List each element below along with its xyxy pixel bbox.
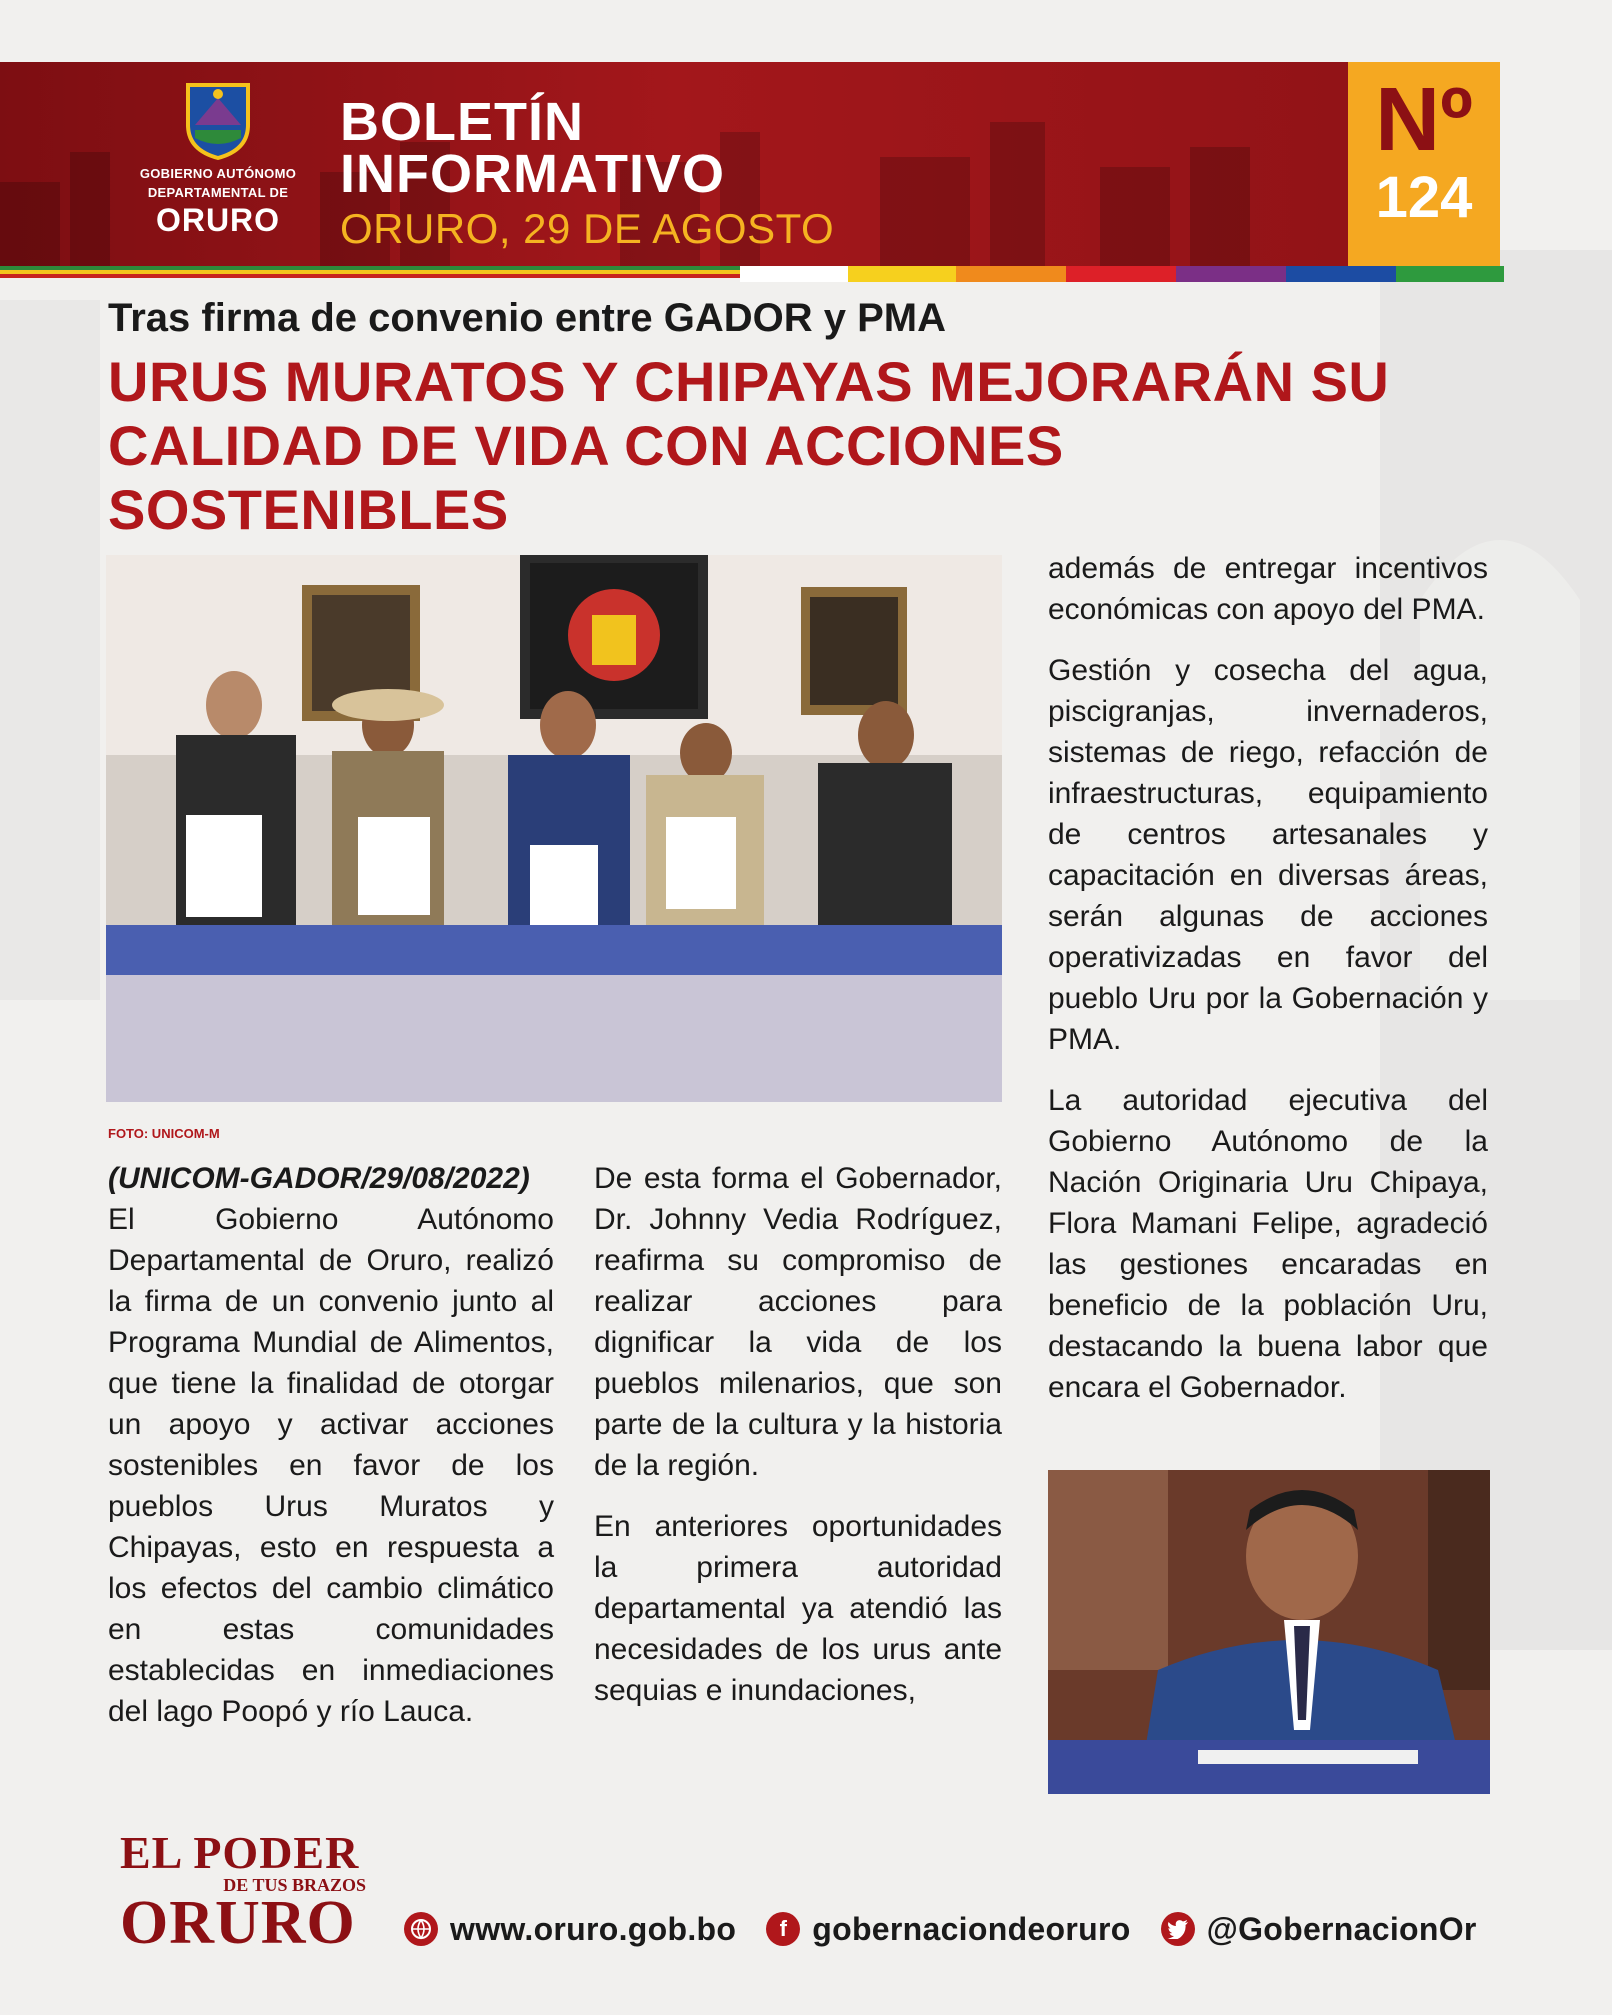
col3-paragraph-3: La autoridad ejecutiva del Gobierno Autónomo de la Nación Originaria Uru Chipaya, Flora Mamani Felipe, agradeció las gestiones encaradas en beneficio de la población Uru, destacando la buena labor que encara el Gobernador. — [1048, 1084, 1488, 1404]
logo-text-line3: ORURO — [155, 202, 281, 238]
campaign-logo — [120, 1827, 380, 1957]
wiphala-green — [1396, 266, 1504, 282]
wiphala-white — [740, 266, 848, 282]
campaign-logo-line1: EL PODER — [120, 1827, 360, 1878]
crest-icon — [183, 80, 253, 160]
issue-number-badge — [1348, 62, 1500, 266]
photo-illustration-small — [1048, 1470, 1490, 1794]
governor-signing-photo — [1048, 1470, 1490, 1794]
wiphala-orange — [956, 266, 1066, 282]
wiphala-red — [1066, 266, 1176, 282]
col2-paragraph-2: En anteriores oportunidades la primera autoridad departamental ya atendió las necesidades de los urus ante sequias e inundaciones, — [594, 1510, 1002, 1707]
campaign-logo-line3: ORURO — [120, 1889, 356, 1957]
campaign-logo-line2: DE TUS BRAZOS — [223, 1875, 366, 1895]
signing-ceremony-photo — [106, 555, 1002, 1102]
twitter-icon — [1161, 1912, 1195, 1946]
bulletin-date: ORURO, 29 DE AGOSTO — [340, 205, 835, 252]
wiphala-purple — [1176, 266, 1286, 282]
col2-paragraph-1: De esta forma el Gobernador, Dr. Johnny Vedia Rodríguez, reafirma su compromiso de realizar acciones para dignificar la vida de los pueblos milenarios, que son parte de la cultura y la historia de la región. — [594, 1162, 1002, 1482]
website-link[interactable]: www.oruro.gob.bo — [450, 1910, 737, 1947]
number-symbol: Nº — [1375, 70, 1473, 170]
wiphala-blue — [1286, 266, 1396, 282]
title-line2: INFORMATIVO — [340, 144, 725, 204]
government-logo — [128, 80, 308, 250]
article-column-2 — [594, 1158, 1002, 1731]
article-headline: URUS MURATOS Y CHIPAYAS MEJORARÁN SU CALIDAD DE VIDA CON ACCIONES SOSTENIBLES — [108, 350, 1390, 541]
flag-stripes — [0, 266, 1500, 282]
globe-icon — [404, 1912, 438, 1946]
facebook-icon: f — [766, 1912, 800, 1946]
col3-paragraph-1: además de entregar incentivos económicas con apoyo del PMA. — [1048, 552, 1488, 626]
facebook-link[interactable]: gobernaciondeoruro — [812, 1910, 1131, 1947]
stripe-red — [0, 274, 740, 278]
social-links — [404, 1906, 1507, 1952]
col1-paragraph-1: El Gobierno Autónomo Departamental de Oruro, realizó la firma de un convenio junto al Programa Mundial de Alimentos, que tiene la finalidad de otorgar un apoyo y activar acciones sostenibles en favor de los pueblos Urus Muratos y Chipayas, esto en respuesta a los efectos del cambio climático en estas comunidades establecidas en inmediaciones del lago Poopó y río Lauca. — [108, 1203, 554, 1728]
article-kicker: Tras firma de convenio entre GADOR y PMA — [108, 296, 946, 340]
title-line1: BOLETÍN — [340, 92, 584, 152]
logo-text-line1: GOBIERNO AUTÓNOMO — [139, 166, 297, 181]
article-dateline: (UNICOM-GADOR/29/08/2022) — [108, 1162, 530, 1195]
article-column-3 — [1048, 548, 1488, 1428]
header-banner — [0, 62, 1500, 268]
logo-text-line2: DEPARTAMENTAL DE — [147, 185, 289, 200]
col3-paragraph-2: Gestión y cosecha del agua, piscigranjas, invernaderos, sistemas de riego, refacción de infraestructuras, equipamiento de centros artesanales y capacitación en diversas áreas, serán algunas de acciones operativizadas en favor del pueblo Uru por la Gobernación y PMA. — [1048, 654, 1488, 1056]
bulletin-title — [340, 92, 835, 254]
photo-credit: FOTO: UNICOM-M — [108, 1126, 220, 1141]
twitter-link[interactable]: @GobernacionOr — [1206, 1910, 1477, 1947]
issue-number: 124 — [1375, 165, 1473, 230]
photo-illustration — [106, 555, 1002, 1102]
article-column-1 — [108, 1158, 554, 1752]
wiphala-yellow — [848, 266, 956, 282]
